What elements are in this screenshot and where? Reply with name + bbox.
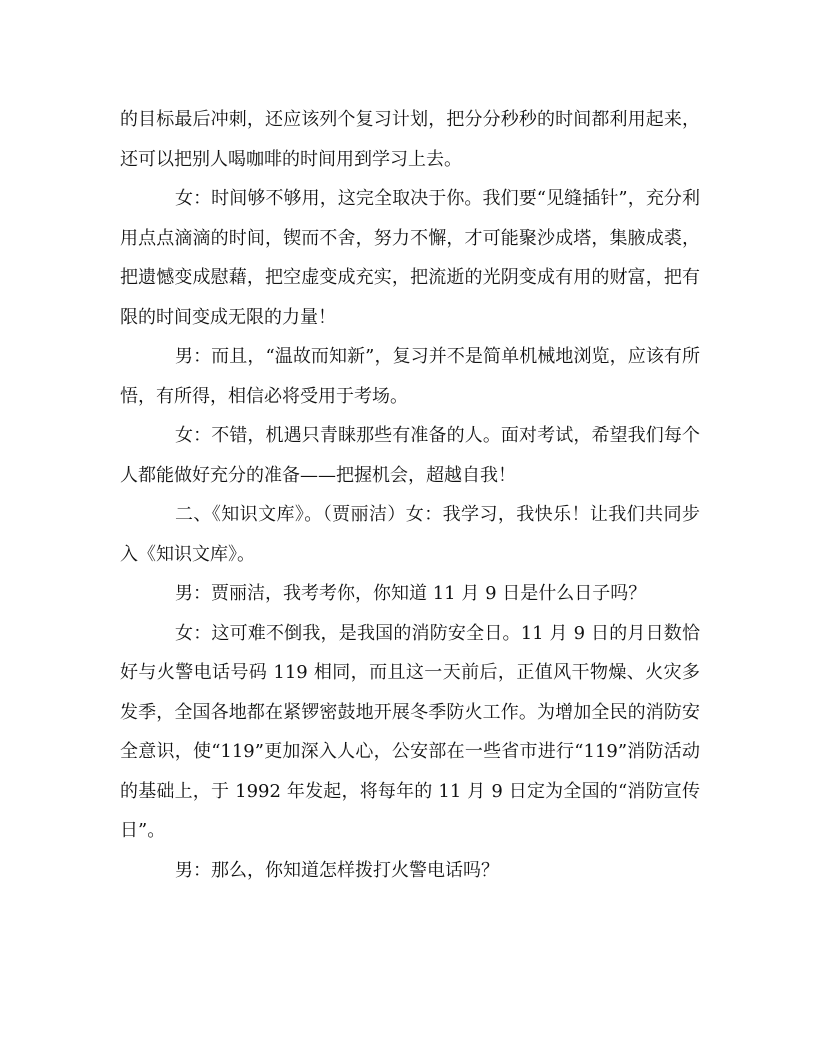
paragraph-dialogue-female: 女：不错，机遇只青睐那些有准备的人。面对考试，希望我们每个人都能做好充分的准备——把握机会，超越自我！ — [120, 425, 700, 486]
document-page — [120, 100, 700, 890]
paragraph-section-heading: 二、《知识文库》。（贾丽洁）女：我学习，我快乐！让我们共同步入《知识文库》。 — [120, 504, 700, 565]
paragraph-dialogue-female: 女：时间够不够用，这完全取决于你。我们要“见缝插针”，充分利用点点滴滴的时间，锲而不舍，努力不懈，才可能聚沙成塔，集腋成裘，把遗憾变成慰藉，把空虚变成充实，把流逝的光阴变成有用的财富，把有限的时间变成无限的力量！ — [120, 188, 700, 328]
paragraph-dialogue-male: 男：而且，“温故而知新”，复习并不是简单机械地浏览，应该有所悟，有所得，相信必将受用于考场。 — [120, 346, 700, 407]
paragraph-dialogue-male: 男：贾丽洁，我考考你，你知道 11 月 9 日是什么日子吗？ — [175, 583, 647, 604]
paragraph-continued: 的目标最后冲刺，还应该列个复习计划，把分分秒秒的时间都利用起来，还可以把别人喝咖啡的时间用到学习上去。 — [120, 109, 700, 170]
paragraph-dialogue-male: 男：那么，你知道怎样拨打火警电话吗？ — [175, 859, 499, 881]
paragraph-dialogue-female: 女：这可难不倒我，是我国的消防安全日。11 月 9 日的月日数恰好与火警电话号码 119 相同，而且这一天前后，正值风干物燥、火灾多发季，全国各地都在紧锣密鼓地开展冬季防火工作。为增加全民的消防安全意识，使“119”更加深入人心，公安部在一些省市进行“119”消防活动的基础上，于 1992 年发起，将每年的 11 月 9 日定为全国的“消防宣传日”。 — [120, 622, 700, 841]
